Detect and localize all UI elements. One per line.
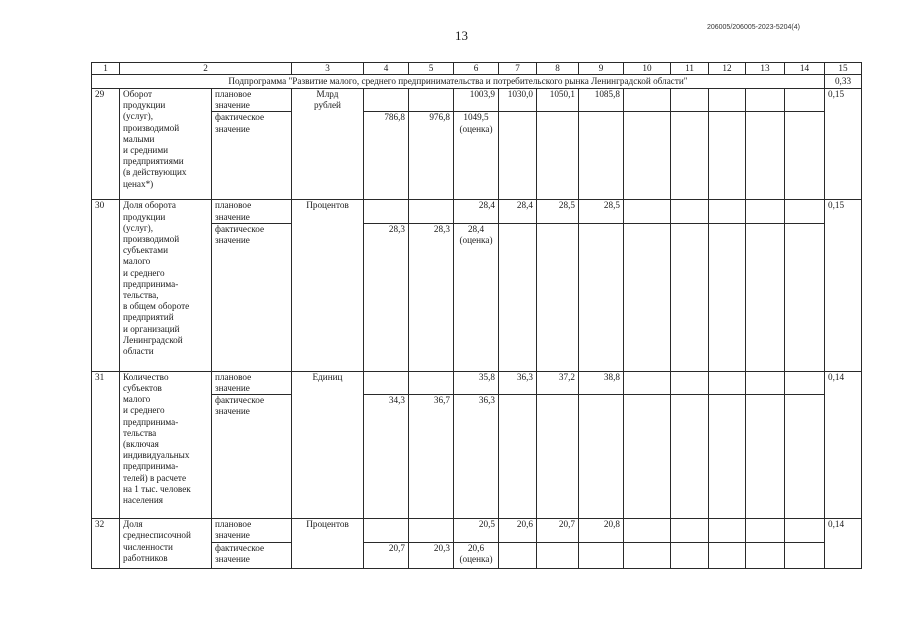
- plan-value-cell: [709, 200, 746, 223]
- subprogram-row: [92, 75, 862, 89]
- plan-value-cell: [746, 89, 785, 112]
- header-cell: 15: [825, 63, 862, 75]
- plan-value-cell: 20,5: [454, 519, 499, 542]
- plan-value-cell: [671, 89, 709, 112]
- unit-of-measure: Процентов: [292, 519, 364, 568]
- plan-value-cell: 1003,9: [454, 89, 499, 112]
- fact-value-cell: [624, 223, 671, 371]
- page-number: 13: [455, 28, 468, 43]
- plan-value-cell: [624, 89, 671, 112]
- indicator-name: Доля среднесписочной численности работников: [120, 519, 212, 568]
- fact-value-cell: [579, 112, 624, 200]
- unit-of-measure: Млрд рублей: [292, 89, 364, 200]
- plan-value-cell: [624, 371, 671, 394]
- fact-value-cell: [537, 395, 579, 519]
- plan-value-cell: [671, 371, 709, 394]
- fact-value-cell: [499, 223, 537, 371]
- fact-value-cell: 28,4 (оценка): [454, 223, 499, 371]
- indicator-number: 32: [92, 519, 120, 568]
- indicator-weight: 0,14: [825, 371, 862, 518]
- indicator-plan-row: [92, 200, 862, 223]
- fact-value-cell: [624, 542, 671, 568]
- plan-value-cell: [785, 200, 825, 223]
- plan-value-cell: 38,8: [579, 371, 624, 394]
- value-type-label: плановое значение: [212, 200, 292, 223]
- fact-value-cell: [709, 395, 746, 519]
- subprogram-weight: 0,33: [825, 75, 862, 89]
- fact-value-cell: [746, 112, 785, 200]
- plan-value-cell: 36,3: [499, 371, 537, 394]
- fact-value-cell: [499, 112, 537, 200]
- fact-value-cell: [671, 223, 709, 371]
- fact-value-cell: [746, 542, 785, 568]
- indicators-table: [91, 62, 862, 569]
- plan-value-cell: [409, 200, 454, 223]
- indicator-name: Оборот продукции (услуг), производимой малыми и средними предприятиями (в действующих ценах*): [120, 89, 212, 200]
- fact-value-cell: 36,3: [454, 395, 499, 519]
- fact-value-cell: 20,6 (оценка): [454, 542, 499, 568]
- indicator-weight: 0,15: [825, 89, 862, 200]
- value-type-label: фактическое значение: [212, 112, 292, 200]
- plan-value-cell: 1085,8: [579, 89, 624, 112]
- header-cell: 6: [454, 63, 499, 75]
- plan-value-cell: [746, 371, 785, 394]
- plan-value-cell: [624, 200, 671, 223]
- header-cell: 8: [537, 63, 579, 75]
- fact-value-cell: [579, 223, 624, 371]
- header-cell: 10: [624, 63, 671, 75]
- plan-value-cell: 20,7: [537, 519, 579, 542]
- plan-value-cell: [709, 89, 746, 112]
- indicator-number: 29: [92, 89, 120, 200]
- fact-value-cell: [671, 542, 709, 568]
- plan-value-cell: [709, 371, 746, 394]
- fact-value-cell: 786,8: [364, 112, 409, 200]
- header-cell: 4: [364, 63, 409, 75]
- plan-value-cell: [785, 371, 825, 394]
- plan-value-cell: 28,4: [499, 200, 537, 223]
- fact-value-cell: [785, 112, 825, 200]
- plan-value-cell: 28,5: [537, 200, 579, 223]
- indicator-weight: 0,15: [825, 200, 862, 371]
- indicator-plan-row: [92, 89, 862, 112]
- fact-value-cell: [579, 542, 624, 568]
- value-type-label: плановое значение: [212, 89, 292, 112]
- plan-value-cell: [409, 371, 454, 394]
- indicator-plan-row: [92, 519, 862, 542]
- indicator-name: Доля оборота продукции (услуг), производимой субъектами малого и среднего предпринима- тельства, в общем обороте предприятий и организаций Ленинградской области: [120, 200, 212, 371]
- plan-value-cell: [624, 519, 671, 542]
- fact-value-cell: [624, 395, 671, 519]
- header-cell: 12: [709, 63, 746, 75]
- fact-value-cell: 1049,5 (оценка): [454, 112, 499, 200]
- plan-value-cell: 20,8: [579, 519, 624, 542]
- plan-value-cell: [409, 519, 454, 542]
- table-header-row: [92, 63, 862, 75]
- fact-value-cell: [537, 223, 579, 371]
- subprogram-title: Подпрограмма "Развитие малого, среднего предпринимательства и потребительского рынка Ленинградской области": [92, 75, 825, 89]
- fact-value-cell: 28,3: [409, 223, 454, 371]
- plan-value-cell: [364, 519, 409, 542]
- plan-value-cell: [671, 200, 709, 223]
- plan-value-cell: [364, 200, 409, 223]
- header-cell: 13: [746, 63, 785, 75]
- fact-value-cell: 36,7: [409, 395, 454, 519]
- fact-value-cell: 976,8: [409, 112, 454, 200]
- plan-value-cell: 1030,0: [499, 89, 537, 112]
- plan-value-cell: [364, 371, 409, 394]
- plan-value-cell: [409, 89, 454, 112]
- fact-value-cell: [746, 395, 785, 519]
- fact-value-cell: [579, 395, 624, 519]
- indicator-plan-row: [92, 371, 862, 394]
- fact-value-cell: [709, 223, 746, 371]
- fact-value-cell: [785, 395, 825, 519]
- indicator-weight: 0,14: [825, 519, 862, 568]
- value-type-label: фактическое значение: [212, 395, 292, 519]
- indicator-number: 30: [92, 200, 120, 371]
- fact-value-cell: 28,3: [364, 223, 409, 371]
- plan-value-cell: [671, 519, 709, 542]
- indicator-name: Количество субъектов малого и среднего предпринима- тельства (включая индивидуальных предпринима- телей) в расчете на 1 тыс. человек населения: [120, 371, 212, 518]
- value-type-label: фактическое значение: [212, 223, 292, 371]
- fact-value-cell: [624, 112, 671, 200]
- plan-value-cell: [785, 519, 825, 542]
- fact-value-cell: 20,3: [409, 542, 454, 568]
- fact-value-cell: [499, 542, 537, 568]
- fact-value-cell: [746, 223, 785, 371]
- value-type-label: плановое значение: [212, 371, 292, 394]
- fact-value-cell: 34,3: [364, 395, 409, 519]
- header-cell: 11: [671, 63, 709, 75]
- fact-value-cell: [537, 542, 579, 568]
- header-cell: 5: [409, 63, 454, 75]
- fact-value-cell: [709, 112, 746, 200]
- header-cell: 9: [579, 63, 624, 75]
- fact-value-cell: [671, 395, 709, 519]
- plan-value-cell: 20,6: [499, 519, 537, 542]
- unit-of-measure: Процентов: [292, 200, 364, 371]
- document-code: 206005/206005-2023-5204(4): [706, 24, 800, 31]
- plan-value-cell: [709, 519, 746, 542]
- plan-value-cell: [785, 89, 825, 112]
- plan-value-cell: 35,8: [454, 371, 499, 394]
- indicator-number: 31: [92, 371, 120, 518]
- fact-value-cell: [537, 112, 579, 200]
- plan-value-cell: 28,4: [454, 200, 499, 223]
- plan-value-cell: 1050,1: [537, 89, 579, 112]
- plan-value-cell: [746, 200, 785, 223]
- plan-value-cell: [746, 519, 785, 542]
- plan-value-cell: [364, 89, 409, 112]
- fact-value-cell: 20,7: [364, 542, 409, 568]
- fact-value-cell: [709, 542, 746, 568]
- fact-value-cell: [785, 223, 825, 371]
- plan-value-cell: 37,2: [537, 371, 579, 394]
- value-type-label: фактическое значение: [212, 542, 292, 568]
- header-cell: 3: [292, 63, 364, 75]
- unit-of-measure: Единиц: [292, 371, 364, 518]
- plan-value-cell: 28,5: [579, 200, 624, 223]
- fact-value-cell: [671, 112, 709, 200]
- fact-value-cell: [499, 395, 537, 519]
- value-type-label: плановое значение: [212, 519, 292, 542]
- header-cell: 1: [92, 63, 120, 75]
- header-cell: 14: [785, 63, 825, 75]
- header-cell: 2: [120, 63, 292, 75]
- header-cell: 7: [499, 63, 537, 75]
- fact-value-cell: [785, 542, 825, 568]
